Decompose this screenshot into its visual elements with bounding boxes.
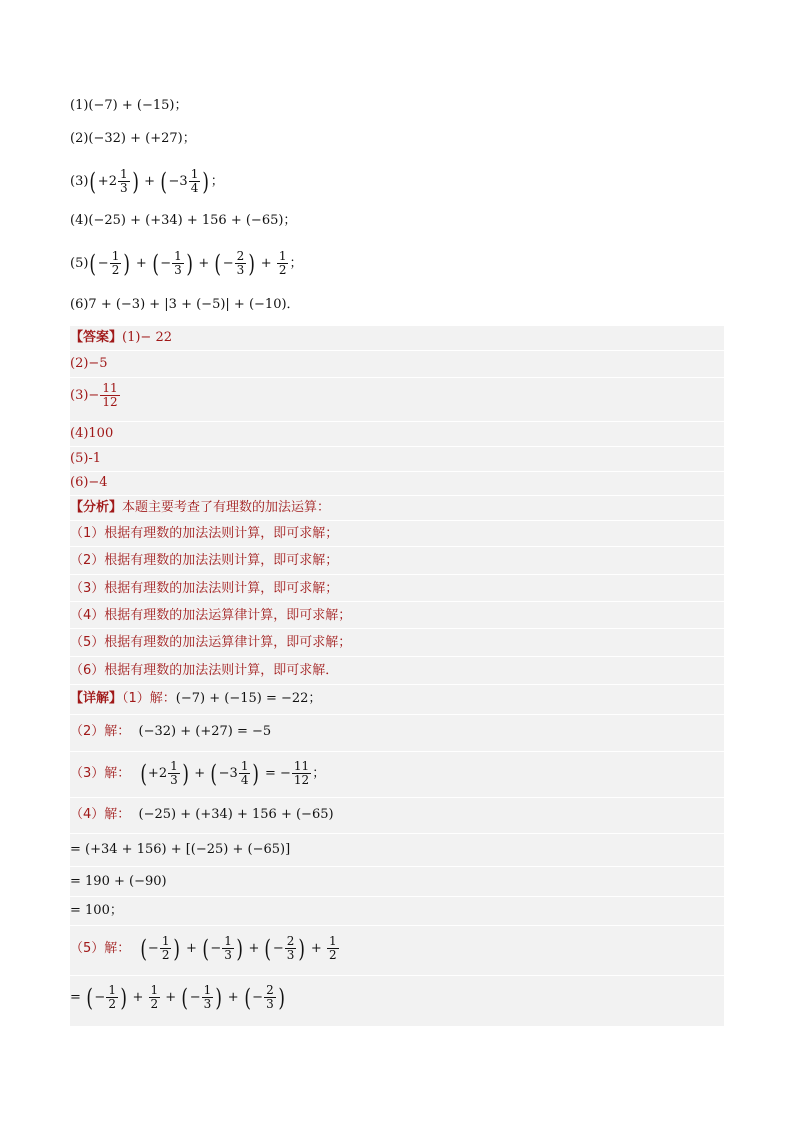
analysis-item-2: （2）根据有理数的加法法则计算，即可求解； — [70, 553, 339, 568]
answer-2: (2)−5 — [70, 356, 108, 371]
answer-1-value: (1)− 22 — [122, 330, 172, 345]
problem-4: (4)(−25) + (+34) + 156 + (−65)； — [70, 213, 297, 228]
answer-4: (4)100 — [70, 426, 114, 441]
detail-1-expr: (−7) + (−15) = −22； — [175, 691, 322, 706]
detail-5-prefix: （5）解： — [70, 941, 131, 956]
analysis-intro — [70, 499, 330, 517]
detail-label: 【详解】 — [70, 691, 123, 706]
row-divider — [70, 350, 724, 351]
answer-3-prefix: (3)− — [70, 388, 100, 403]
detail-4-expr: (−25) + (+34) + 156 + (−65) — [138, 807, 334, 822]
detail-5: （5）解： (− $\frac{1}{2}$ ) + (− $\frac{1}{3}$ ) + (− $\frac{2}{3}$ ) + $\frac{1}{2}$ — [70, 934, 337, 963]
problem-5: (5)(− $\frac{1}{2}$ ) + (− $\frac{1}{3}$ ) + (− $\frac{2}{3}$ ) + $\frac{1}{2}$ ； — [70, 249, 303, 278]
row-divider — [70, 520, 724, 521]
row-divider — [70, 896, 724, 897]
detail-4-prefix: （4）解： — [70, 807, 131, 822]
row-divider — [70, 601, 724, 602]
answer-5: (5)-1 — [70, 451, 102, 466]
analysis-label: 【分析】 — [70, 500, 123, 515]
detail-5-step-1: = (− $\frac{1}{2}$ ) + $\frac{1}{2}$ + (− $\frac{1}{3}$ ) + (− $\frac{2}{3}$ ) — [70, 983, 285, 1012]
row-divider — [70, 546, 724, 547]
row-divider — [70, 751, 724, 752]
row-divider — [70, 797, 724, 798]
row-divider — [70, 866, 724, 867]
row-divider — [70, 833, 724, 834]
row-divider — [70, 495, 724, 496]
detail-2-prefix: （2）解： — [70, 724, 131, 739]
answer-3-fraction — [100, 382, 119, 409]
detail-3-prefix: （3）解： — [70, 766, 131, 781]
problem-5-prefix: (5) — [70, 256, 89, 271]
detail-4-step-2: = 190 + (−90) — [70, 874, 167, 889]
row-divider — [70, 377, 724, 378]
analysis-item-3: （3）根据有理数的加法法则计算，即可求解； — [70, 581, 339, 596]
row-divider — [70, 656, 724, 657]
row-divider — [70, 471, 724, 472]
answer-label: 【答案】 — [70, 330, 123, 345]
row-divider — [70, 421, 724, 422]
row-divider — [70, 574, 724, 575]
problem-2: (2)(−32) + (+27)； — [70, 131, 196, 146]
problem-3: (3)(+2 $\frac{1}{3}$ ) + (−3 $\frac{1}{4}$ )； — [70, 167, 224, 196]
analysis-item-1: （1）根据有理数的加法法则计算，即可求解； — [70, 526, 339, 541]
detail-1-prefix: （1）解： — [122, 691, 176, 706]
problem-6: (6)7 + (−3) + |3 + (−5)| + (−10)． — [70, 297, 300, 312]
row-divider — [70, 714, 724, 715]
detail-4-step-1: = (+34 + 156) + [(−25) + (−65)] — [70, 842, 291, 857]
answer-3-num: 11 — [102, 381, 118, 395]
detail-2-expr: (−32) + (+27) = −5 — [138, 724, 272, 739]
detail-4-step-3: = 100； — [70, 903, 123, 918]
answer-3 — [70, 382, 121, 409]
detail-3: （3）解： (+2 $\frac{1}{3}$ ) + (−3 $\frac{1}{4}$ ) = − $\frac{11}{12}$ ； — [70, 759, 326, 788]
detail-2 — [70, 723, 271, 741]
row-divider — [70, 684, 724, 685]
analysis-intro-text: 本题主要考查了有理数的加法运算： — [122, 500, 331, 515]
row-divider — [70, 446, 724, 447]
analysis-item-5: （5）根据有理数的加法运算律计算，即可求解； — [70, 635, 352, 650]
row-divider — [70, 925, 724, 926]
analysis-item-4: （4）根据有理数的加法运算律计算，即可求解； — [70, 608, 352, 623]
problem-1: (1)(−7) + (−15)； — [70, 98, 188, 113]
row-divider — [70, 975, 724, 976]
detail-1 — [70, 690, 321, 708]
detail-4 — [70, 806, 334, 824]
answer-6: (6)−4 — [70, 475, 108, 490]
analysis-item-6: （6）根据有理数的加法法则计算，即可求解． — [70, 663, 339, 678]
problem-3-prefix: (3) — [70, 174, 89, 189]
answer-3-den: 12 — [102, 395, 118, 409]
row-divider — [70, 628, 724, 629]
answer-1 — [70, 329, 172, 347]
